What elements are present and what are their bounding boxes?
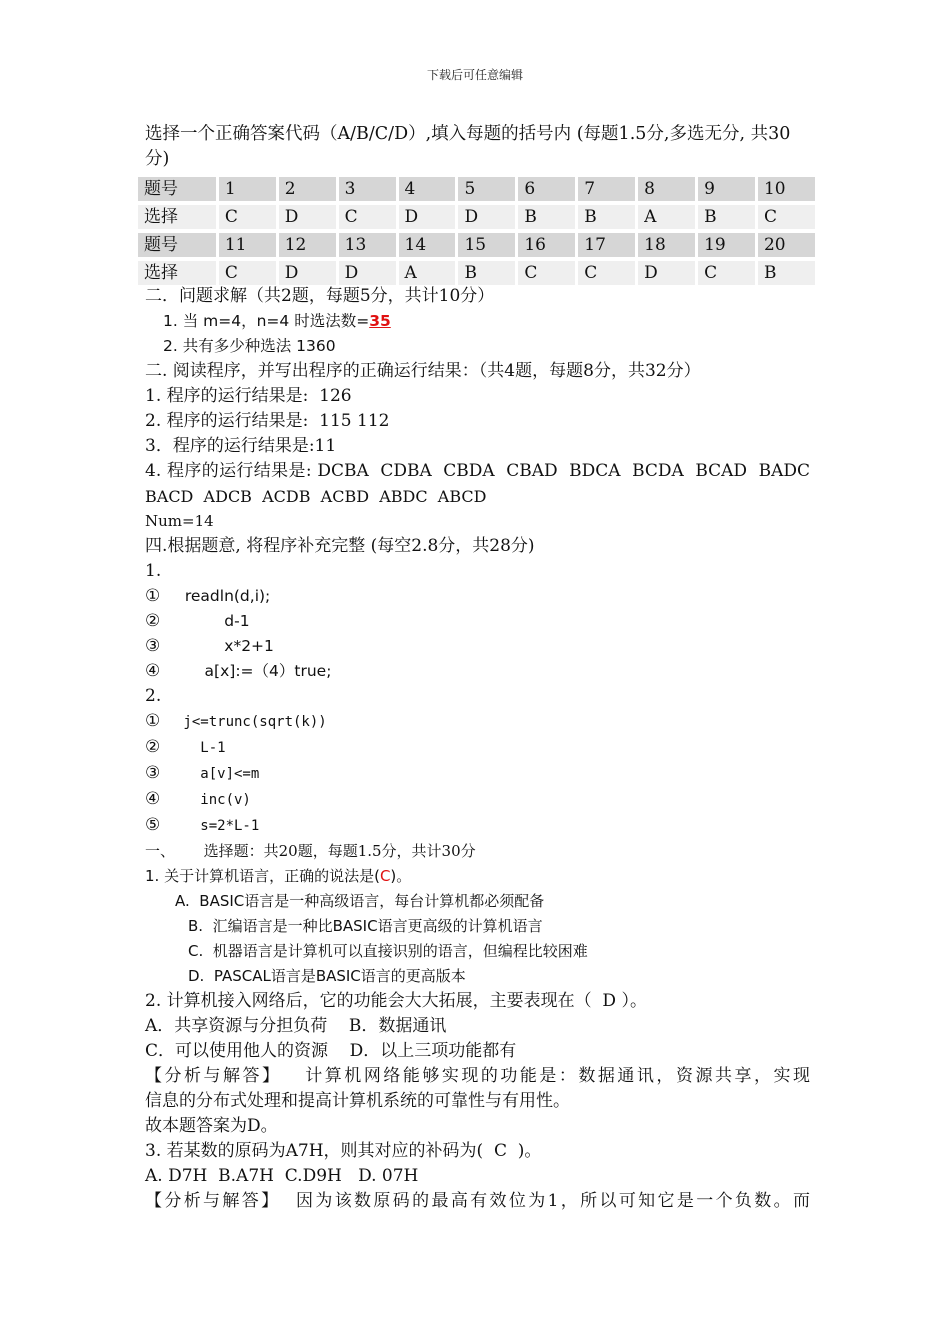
option-line: A．共享资源与分担负荷 B．数据通讯 bbox=[145, 1016, 447, 1036]
circle-number: ④ bbox=[145, 661, 161, 681]
table-cell: C bbox=[339, 205, 396, 229]
table-row bbox=[138, 205, 815, 229]
code-text: readln(d,i); bbox=[175, 587, 271, 605]
table-cell: 1 bbox=[219, 177, 276, 201]
problem-line: 2. 共有多少种选法 1360 bbox=[163, 337, 336, 355]
code-line bbox=[145, 709, 810, 735]
code-text: L-1 bbox=[175, 740, 226, 756]
code-text: inc(v) bbox=[175, 792, 251, 808]
table-row bbox=[138, 177, 815, 201]
table-cell: A bbox=[638, 205, 695, 229]
table-cell: 18 bbox=[638, 233, 695, 257]
table-cell: C bbox=[219, 261, 276, 285]
question-line bbox=[145, 864, 810, 889]
circle-number: ③ bbox=[145, 763, 161, 783]
table-cell: 12 bbox=[279, 233, 336, 257]
table-row bbox=[138, 261, 815, 285]
table-cell: 16 bbox=[518, 233, 575, 257]
table-cell: 6 bbox=[518, 177, 575, 201]
table-cell: A bbox=[399, 261, 456, 285]
code-line bbox=[145, 735, 810, 761]
row-label: 选择 bbox=[138, 205, 216, 229]
code-line bbox=[145, 584, 810, 609]
circle-number: ⑤ bbox=[145, 815, 161, 835]
problem-text: 1. 当 m=4，n=4 时选法数= bbox=[163, 312, 370, 330]
document-body-lower bbox=[145, 284, 810, 1214]
answer-table bbox=[135, 173, 818, 289]
table-cell: 4 bbox=[399, 177, 456, 201]
section-title: 二. 阅读程序，并写出程序的正确运行结果：（共4题，每题8分，共32分） bbox=[145, 361, 701, 381]
table-cell: C bbox=[758, 205, 815, 229]
circle-number: ④ bbox=[145, 789, 161, 809]
table-cell: C bbox=[518, 261, 575, 285]
table-cell: D bbox=[638, 261, 695, 285]
table-cell: 9 bbox=[698, 177, 755, 201]
circle-number: ① bbox=[145, 586, 161, 606]
code-text: a[x]:=（4）true; bbox=[175, 662, 332, 680]
answer-line: 故本题答案为D。 bbox=[145, 1116, 278, 1136]
code-line bbox=[145, 634, 810, 659]
table-cell: B bbox=[518, 205, 575, 229]
table-cell: B bbox=[758, 261, 815, 285]
table-cell: B bbox=[698, 205, 755, 229]
problem-line bbox=[145, 309, 810, 334]
document-body bbox=[145, 122, 810, 172]
page-header: 下载后可任意编辑 bbox=[426, 68, 523, 82]
result-line: BACD ADCB ACDB ACBD ABDC ABCD bbox=[145, 487, 487, 506]
section-title: 二．问题求解（共2题，每题5分，共计10分） bbox=[145, 286, 495, 306]
result-line: 4. 程序的运行结果是: DCBA CDBA CBDA CBAD BDCA BCDA BCAD BADC bbox=[145, 461, 810, 481]
table-cell: C bbox=[698, 261, 755, 285]
circle-number: ② bbox=[145, 737, 161, 757]
table-cell: B bbox=[458, 261, 515, 285]
code-text: s=2*L-1 bbox=[175, 818, 260, 834]
result-line: 2. 程序的运行结果是: 115 112 bbox=[145, 411, 390, 431]
table-cell: 19 bbox=[698, 233, 755, 257]
row-label: 选择 bbox=[138, 261, 216, 285]
code-text: j<=trunc(sqrt(k)) bbox=[175, 714, 327, 730]
section-title: 四.根据题意, 将程序补充完整 (每空2.8分，共28分) bbox=[145, 536, 535, 556]
question-line: 3. 若某数的原码为A7H，则其对应的补码为( C )。 bbox=[145, 1141, 542, 1161]
option-line: B. 汇编语言是一种比BASIC语言更高级的计算机语言 bbox=[188, 917, 543, 935]
table-cell: B bbox=[578, 205, 635, 229]
table-cell: D bbox=[279, 261, 336, 285]
table-cell: 11 bbox=[219, 233, 276, 257]
option-line: D. PASCAL语言是BASIC语言的更高版本 bbox=[188, 967, 466, 985]
table-cell: 3 bbox=[339, 177, 396, 201]
question-answer: C bbox=[379, 867, 391, 885]
circle-number: ① bbox=[145, 711, 161, 731]
table-cell: 7 bbox=[578, 177, 635, 201]
code-line bbox=[145, 609, 810, 634]
table-row bbox=[138, 233, 815, 257]
code-line bbox=[145, 761, 810, 787]
analysis-line: 信息的分布式处理和提高计算机系统的可靠性与有用性。 bbox=[145, 1091, 570, 1111]
table-cell: D bbox=[279, 205, 336, 229]
circle-number: ② bbox=[145, 611, 161, 631]
problem-answer: 35 bbox=[369, 312, 391, 330]
table-cell: D bbox=[399, 205, 456, 229]
table-cell: 2 bbox=[279, 177, 336, 201]
table-cell: 20 bbox=[758, 233, 815, 257]
code-text: x*2+1 bbox=[175, 637, 274, 655]
code-text: d-1 bbox=[175, 612, 250, 630]
table-cell: 8 bbox=[638, 177, 695, 201]
analysis-line: 【分析与解答】 计算机网络能够实现的功能是：数据通讯，资源共享，实现 bbox=[145, 1066, 810, 1086]
code-text: a[v]<=m bbox=[175, 766, 260, 782]
analysis-line: 【分析与解答】 因为该数原码的最高有效位为1，所以可知它是一个负数。而 bbox=[145, 1191, 810, 1211]
section-title: 一、 选择题：共20题，每题1.5分，共计30分 bbox=[145, 842, 476, 860]
option-line: C. 机器语言是计算机可以直接识别的语言，但编程比较困难 bbox=[188, 942, 588, 960]
part-label: 1. bbox=[145, 561, 162, 581]
row-label: 题号 bbox=[138, 233, 216, 257]
code-line bbox=[145, 787, 810, 813]
result-line: 3．程序的运行结果是:11 bbox=[145, 436, 337, 456]
table-cell: 10 bbox=[758, 177, 815, 201]
table-cell: 15 bbox=[458, 233, 515, 257]
option-line: A. D7H B.A7H C.D9H D. 07H bbox=[145, 1166, 419, 1186]
circle-number: ③ bbox=[145, 636, 161, 656]
part-label: 2. bbox=[145, 686, 162, 706]
table-cell: 13 bbox=[339, 233, 396, 257]
row-label: 题号 bbox=[138, 177, 216, 201]
table-cell: D bbox=[339, 261, 396, 285]
code-line bbox=[145, 659, 810, 684]
question-line: 2. 计算机接入网络后，它的功能会大大拓展，主要表现在（ D ）。 bbox=[145, 991, 647, 1011]
question-text: 1. 关于计算机语言，正确的说法是( bbox=[145, 867, 380, 885]
result-line: 1. 程序的运行结果是: 126 bbox=[145, 386, 352, 406]
result-line: Num=14 bbox=[145, 512, 214, 530]
table-cell: 17 bbox=[578, 233, 635, 257]
option-line: C．可以使用他人的资源 D．以上三项功能都有 bbox=[145, 1041, 517, 1061]
table-cell: 14 bbox=[399, 233, 456, 257]
table-cell: D bbox=[458, 205, 515, 229]
code-line bbox=[145, 813, 810, 839]
option-line: A. BASIC语言是一种高级语言，每台计算机都必须配备 bbox=[175, 892, 545, 910]
table-cell: C bbox=[219, 205, 276, 229]
table-cell: C bbox=[578, 261, 635, 285]
question-text: )。 bbox=[390, 867, 412, 885]
table-cell: 5 bbox=[458, 177, 515, 201]
intro-text: 选择一个正确答案代码（A/B/C/D）,填入每题的括号内 (每题1.5分,多选无分, 共30分) bbox=[145, 124, 791, 169]
